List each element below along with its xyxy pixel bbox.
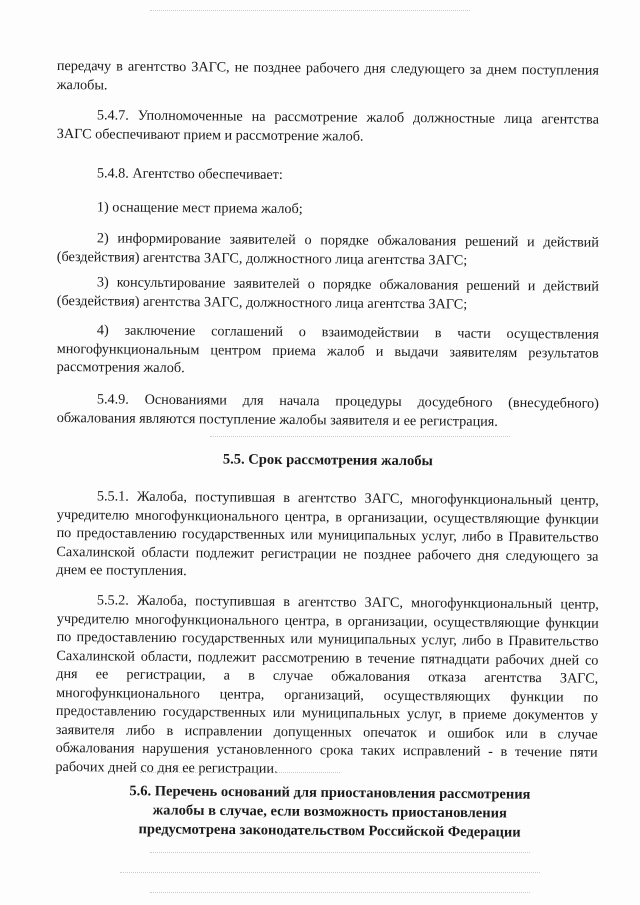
scan-noise-bottom-2 [120,872,540,877]
scan-noise-top [150,10,470,15]
list-item-1: 1) оснащение мест приема жалоб; [96,199,303,218]
paragraph-5-4-8: 5.4.8. Агентство обеспечивает: [96,165,283,183]
section-heading-5-6: 5.6. Перечень оснований для приостановления рассмотрения жалобы в случае, если возможность приостановления предусмотрена законодательством Российской Федерации [129,783,531,841]
paragraph-5-5-1: 5.5.1. Жалоба, поступившая в агентство ЗАГС, многофункциональный центр, учредителю многофункционального центра, в организации, осуществляющие функции по предоставлению государственных или муниципальных услуг, либо в Правительство Сахалинской области подлежит регистрации не позднее рабочего дня следующего за днем ее поступления. [56,488,599,580]
paragraph-continuation: передачу в агентство ЗАГС, не позднее рабочего дня следующего за днем поступления жалобы. [56,57,599,93]
list-item-4: 4) заключение соглашений о взаимодействии в части осуществления многофункциональным центром приема жалоб и выдачи заявителям результатов рассмотрения жалоб. [56,322,599,377]
scan-noise-lower [140,772,340,777]
list-item-2: 2) информирование заявителей о порядке обжалования решений и действий (бездействия) агентства ЗАГС, должностного лица агентства ЗАГС; [56,230,599,269]
paragraph-5-4-7: 5.4.7. Уполномоченные на рассмотрение жалоб должностные лица агентства ЗАГС обеспечивают прием и рассмотрение жалоб. [56,107,599,145]
list-item-3: 3) консультирование заявителей о порядке обжалования решений и действий (бездействия) агентства ЗАГС, должностного лица агентства ЗАГС; [56,274,599,313]
scan-noise-bottom-3 [150,892,530,897]
paragraph-5-5-2: 5.5.2. Жалоба, поступившая в агентство ЗАГС, многофункциональный центр, учредителю многофункционального центра, в организации, осуществляющие функции по предоставлению государственных или муниципальных услуг, либо в Правительство Сахалинской области, подлежит рассмотрению в течение пятнадцати рабочих дней со дня ее регистрации, а в случае обжалования отказа агентства ЗАГС, многофункционального центра, организаций, осуществляющих функции по предоставлению государственных или муниципальных услуг, в приеме документов у заявителя либо в исправлении допущенных опечаток и ошибок или в случае обжалования нарушения установленного срока таких исправлений - в течение пяти рабочих дней со дня ее регистрации. [55,592,599,777]
paragraph-5-4-9: 5.4.9. Основаниями для начала процедуры досудебного (внесудебного) обжалования являются поступление жалобы заявителя и ее регистрация. [56,391,599,430]
section-heading-5-5: 5.5. Срок рассмотрения жалобы [222,451,433,470]
scan-noise-bottom-1 [150,852,530,857]
scan-noise-mid [210,436,510,441]
